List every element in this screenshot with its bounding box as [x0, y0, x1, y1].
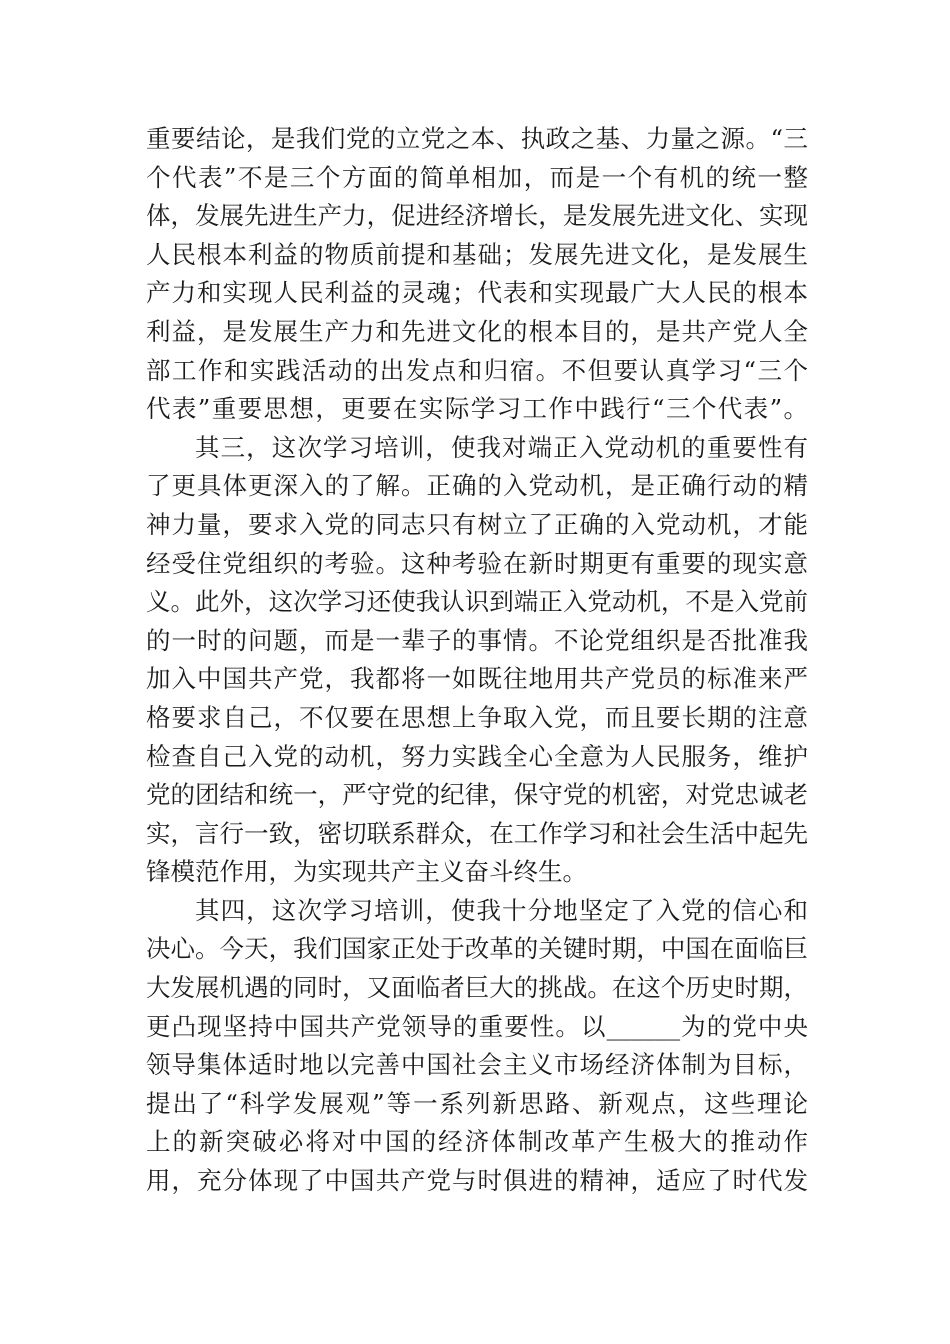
paragraph — [146, 892, 808, 1201]
text-line: 实，言行一致，密切联系群众，在工作学习和社会生活中起先 — [146, 818, 808, 848]
text-line: 个代表”不是三个方面的简单相加，而是一个有机的统一整 — [146, 162, 808, 192]
text-line: 了更具体更深入的了解。正确的入党动机，是正确行动的精 — [146, 471, 808, 501]
text-line: 产力和实现人民利益的灵魂；代表和实现最广大人民的根本 — [146, 278, 808, 308]
text-line: 提出了“科学发展观”等一系列新思路、新观点，这些理论 — [146, 1088, 808, 1118]
paragraph — [146, 120, 808, 429]
text-line: 神力量，要求入党的同志只有树立了正确的入党动机，才能 — [146, 509, 808, 539]
text-line: 锋模范作用，为实现共产主义奋斗终生。 — [146, 857, 587, 887]
text-line: 的一时的问题，而是一辈子的事情。不论党组织是否批准我 — [146, 625, 808, 655]
text-line: 经受住党组织的考验。这种考验在新时期更有重要的现实意 — [146, 548, 808, 578]
paragraph — [146, 429, 808, 892]
text-line: 党的团结和统一，严守党的纪律，保守党的机密，对党忠诚老 — [146, 780, 808, 810]
text-line: 体，发展先进生产力，促进经济增长，是发展先进文化、实现 — [146, 201, 808, 231]
text-line: 检查自己入党的动机，努力实践全心全意为人民服务，维护 — [146, 741, 808, 771]
text-line: 更凸现坚持中国共产党领导的重要性。以______为的党中央 — [146, 1011, 808, 1041]
text-line: 其三，这次学习培训，使我对端正入党动机的重要性有 — [195, 432, 808, 462]
text-line: 领导集体适时地以完善中国社会主义市场经济体制为目标， — [146, 1050, 808, 1080]
body-text — [146, 120, 808, 1201]
text-line: 代表”重要思想，更要在实际学习工作中践行“三个代表”。 — [146, 394, 808, 424]
text-line: 利益，是发展生产力和先进文化的根本目的，是共产党人全 — [146, 316, 808, 346]
text-line: 部工作和实践活动的出发点和归宿。不但要认真学习“三个 — [146, 355, 808, 385]
text-line: 人民根本利益的物质前提和基础；发展先进文化，是发展生 — [146, 239, 808, 269]
text-line: 义。此外，这次学习还使我认识到端正入党动机，不是入党前 — [146, 587, 808, 617]
text-line: 重要结论，是我们党的立党之本、执政之基、力量之源。“三 — [146, 124, 808, 153]
text-line: 加入中国共产党，我都将一如既往地用共产党员的标准来严 — [146, 664, 808, 694]
text-line: 用，充分体现了中国共产党与时俱进的精神，适应了时代发 — [146, 1166, 808, 1196]
text-line: 上的新突破必将对中国的经济体制改革产生极大的推动作 — [146, 1127, 808, 1157]
text-line: 大发展机遇的同时，又面临者巨大的挑战。在这个历史时期， — [146, 973, 808, 1003]
text-line: 其四，这次学习培训，使我十分地坚定了入党的信心和 — [195, 895, 808, 925]
text-line: 决心。今天，我们国家正处于改革的关键时期，中国在面临巨 — [146, 934, 808, 964]
text-line: 格要求自己，不仅要在思想上争取入党，而且要长期的注意 — [146, 702, 808, 732]
